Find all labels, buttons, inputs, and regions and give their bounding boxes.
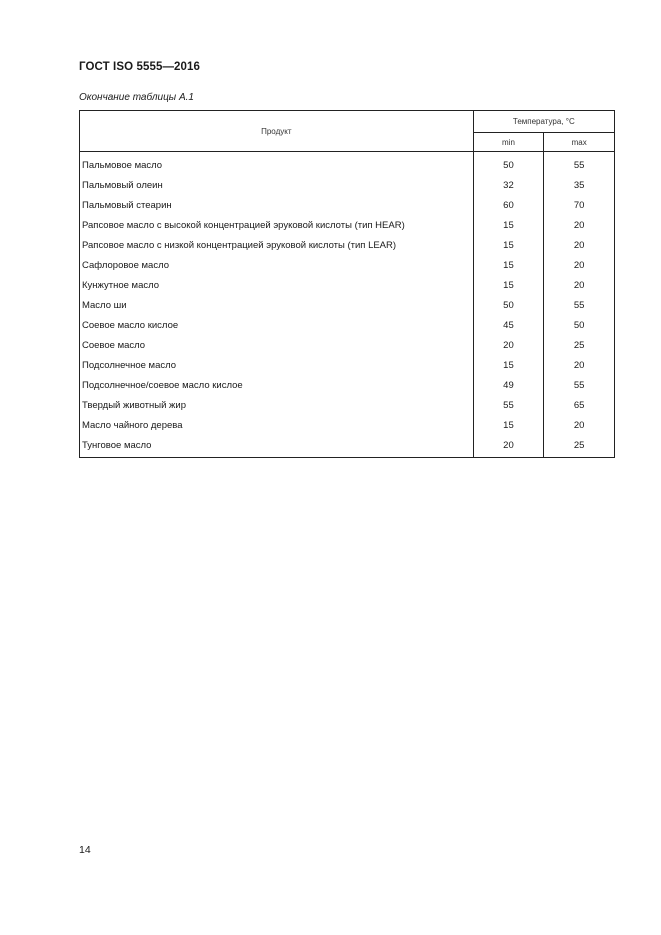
header-temperature: Температура, °С (473, 111, 614, 133)
table-row (80, 255, 615, 275)
product-name-cell: Твердый животный жир (80, 395, 474, 415)
min-temperature-cell: 20 (473, 335, 544, 355)
table-row (80, 235, 615, 255)
max-temperature-cell: 25 (544, 335, 615, 355)
table-header (80, 111, 615, 152)
min-temperature-cell: 45 (473, 315, 544, 335)
product-name-cell: Масло чайного дерева (80, 415, 474, 435)
min-temperature-cell: 32 (473, 175, 544, 195)
min-temperature-cell: 20 (473, 435, 544, 458)
min-temperature-cell: 15 (473, 255, 544, 275)
header-row-top (80, 111, 615, 133)
max-temperature-cell: 70 (544, 195, 615, 215)
product-name-cell: Пальмовое масло (80, 152, 474, 176)
header-min: min (473, 133, 544, 152)
table-row (80, 152, 615, 176)
product-name-cell: Рапсовое масло с высокой концентрацией эруковой кислоты (тип HEAR) (80, 215, 474, 235)
max-temperature-cell: 20 (544, 415, 615, 435)
product-name-cell: Пальмовый стеарин (80, 195, 474, 215)
max-temperature-cell: 55 (544, 375, 615, 395)
max-temperature-cell: 55 (544, 295, 615, 315)
table-row (80, 335, 615, 355)
min-temperature-cell: 49 (473, 375, 544, 395)
max-temperature-cell: 20 (544, 215, 615, 235)
min-temperature-cell: 15 (473, 355, 544, 375)
table-caption: Окончание таблицы А.1 (79, 92, 194, 103)
table-row (80, 295, 615, 315)
product-name-cell: Соевое масло (80, 335, 474, 355)
table-row (80, 275, 615, 295)
min-temperature-cell: 50 (473, 152, 544, 176)
product-name-cell: Рапсовое масло с низкой концентрацией эруковой кислоты (тип LEAR) (80, 235, 474, 255)
page-number: 14 (79, 844, 91, 856)
product-name-cell: Кунжутное масло (80, 275, 474, 295)
product-name-cell: Тунговое масло (80, 435, 474, 458)
product-name-cell: Пальмовый олеин (80, 175, 474, 195)
table-row (80, 435, 615, 458)
min-temperature-cell: 15 (473, 235, 544, 255)
max-temperature-cell: 65 (544, 395, 615, 415)
max-temperature-cell: 20 (544, 235, 615, 255)
min-temperature-cell: 15 (473, 415, 544, 435)
table-row (80, 395, 615, 415)
table-row (80, 315, 615, 335)
document-standard-header: ГОСТ ISO 5555—2016 (79, 61, 201, 73)
min-temperature-cell: 15 (473, 275, 544, 295)
temperature-table (79, 110, 615, 458)
product-name-cell: Подсолнечное/соевое масло кислое (80, 375, 474, 395)
min-temperature-cell: 15 (473, 215, 544, 235)
product-name-cell: Подсолнечное масло (80, 355, 474, 375)
table-row (80, 195, 615, 215)
product-name-cell: Сафлоровое масло (80, 255, 474, 275)
min-temperature-cell: 50 (473, 295, 544, 315)
max-temperature-cell: 35 (544, 175, 615, 195)
max-temperature-cell: 20 (544, 255, 615, 275)
min-temperature-cell: 60 (473, 195, 544, 215)
table-row (80, 215, 615, 235)
table-row (80, 355, 615, 375)
header-max: max (544, 133, 615, 152)
max-temperature-cell: 20 (544, 275, 615, 295)
table-row (80, 415, 615, 435)
table-body (80, 152, 615, 458)
min-temperature-cell: 55 (473, 395, 544, 415)
max-temperature-cell: 25 (544, 435, 615, 458)
table-row (80, 375, 615, 395)
product-name-cell: Масло ши (80, 295, 474, 315)
header-product: Продукт (80, 111, 474, 152)
max-temperature-cell: 20 (544, 355, 615, 375)
max-temperature-cell: 55 (544, 152, 615, 176)
table-row (80, 175, 615, 195)
max-temperature-cell: 50 (544, 315, 615, 335)
product-name-cell: Соевое масло кислое (80, 315, 474, 335)
